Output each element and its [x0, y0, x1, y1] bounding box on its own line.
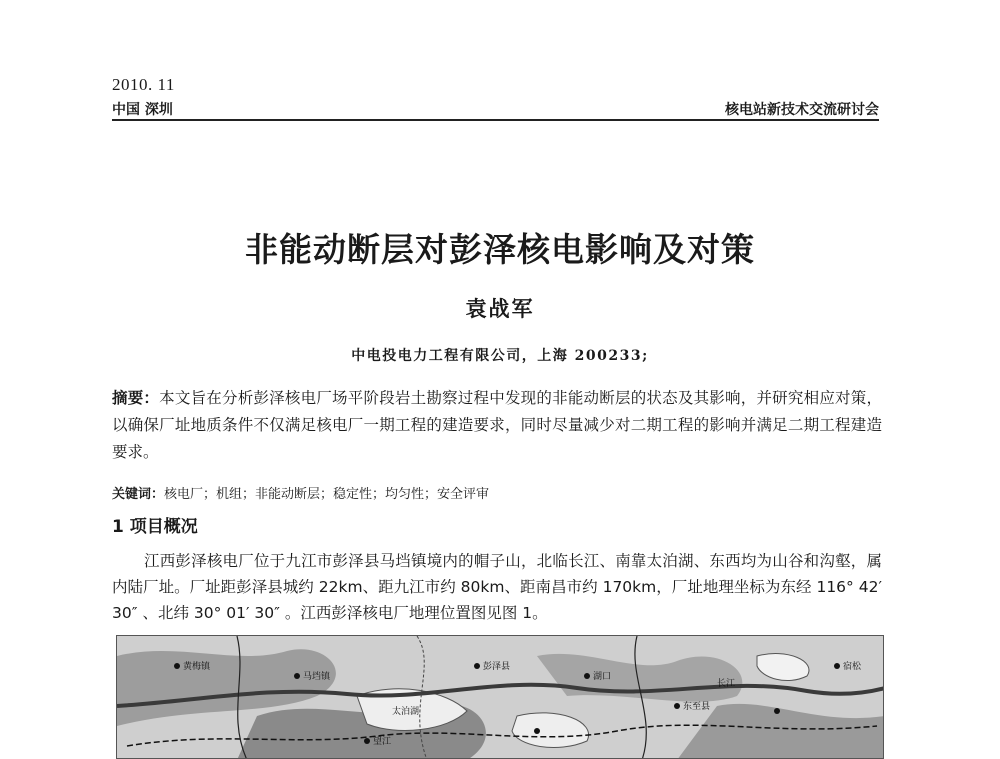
paper-title: 非能动断层对彭泽核电影响及对策	[245, 230, 755, 269]
section-paragraph: 江西彭泽核电厂位于九江市彭泽县马垱镇境内的帽子山，北临长江、南靠太泊湖、东西均为山谷和沟壑，属内陆厂址。厂址距彭泽县城约 22km、距九江市约 80km、距南昌市约 170km，厂址地理坐标为东经 116° 42′ 30″ 、北纬 30° 01′ 30″ 。江西彭泽核电厂地理位置图见图 1。	[112, 552, 882, 622]
map-label: 马垱镇	[303, 672, 331, 682]
abstract-text: 本文旨在分析彭泽核电厂场平阶段岩土勘察过程中发现的非能动断层的状态及其影响，并研究相应对策，以确保厂址地质条件不仅满足核电厂一期工程的建造要求，同时尽量减少对二期工程的影响并满足二期工程建造要求。	[112, 389, 882, 461]
map-label: 黄梅镇	[183, 662, 211, 672]
keywords	[112, 483, 882, 502]
location-map-figure	[116, 635, 884, 759]
keywords-text: 核电厂；机组；非能动断层；稳定性；均匀性；安全评审	[164, 487, 490, 502]
section-heading: 1 项目概况	[112, 517, 198, 537]
header-rule	[112, 119, 879, 121]
location-map	[117, 636, 884, 759]
author: 袁战军	[465, 296, 535, 321]
map-label: 湖口	[593, 672, 612, 682]
map-label: 彭泽县	[483, 662, 511, 672]
keywords-label: 关键词：	[112, 487, 165, 502]
map-label: 太泊湖	[392, 707, 420, 717]
header-conference: 核电站新技术交流研讨会	[725, 102, 879, 118]
map-label: 望江	[373, 737, 392, 747]
header-date: 2010. 11	[112, 75, 175, 94]
map-label: 东至县	[683, 702, 711, 712]
map-label: 宿松	[843, 662, 862, 672]
header-location: 中国 深圳	[112, 102, 173, 118]
abstract-label: 摘要：	[112, 389, 160, 407]
abstract	[112, 385, 882, 466]
map-label: 长江	[717, 679, 736, 689]
affiliation: 中电投电力工程有限公司，上海 200233;	[351, 348, 649, 364]
